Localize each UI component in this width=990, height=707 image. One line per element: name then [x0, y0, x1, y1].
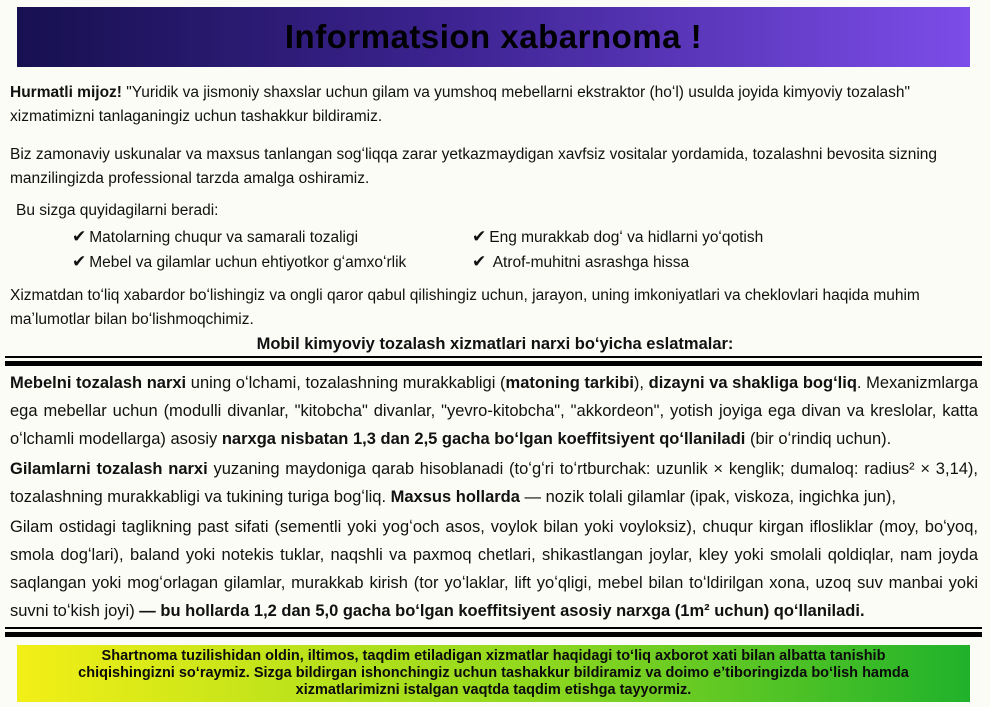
benefit-label: Matolarning chuqur va samarali tozaligi: [89, 229, 359, 246]
benefits-title: Bu sizga quyidagilarni beradi:: [16, 202, 219, 219]
check-icon: ✔: [472, 227, 487, 246]
divider-thick: [5, 632, 982, 637]
header-banner: [17, 7, 970, 67]
benefit-label: Atrof-muhitni asrashga hissa: [492, 254, 690, 271]
footer-banner: [17, 645, 970, 702]
pricing-section: [0, 369, 990, 625]
benefit-label: Mebel va gilamlar uchun ehtiyotkor gʻamxoʻrlik: [89, 254, 407, 271]
pricing-heading: Mobil kimyoviy tozalash xizmatlari narxi boʻyicha eslatmalar:: [256, 335, 734, 353]
intro-section: [0, 81, 990, 332]
benefit-item: [72, 250, 472, 274]
divider-thin: [5, 356, 982, 358]
disclosure-paragraph: Xizmatdan toʻliq xabardor boʻlishingiz va ongli qaror qabul qilishingiz uchun, jarayon, uning imkoniyatlari va cheklovlari haqida muhim maʼlumotlar bilan boʻlishmoqchimiz.: [10, 287, 920, 328]
furniture-pricing-paragraph: Mebelni tozalash narxi uning oʻlchami, tozalashning murakkabligi (matoning tarkibi), dizayni va shakliga bogʻliq. Mexanizmlarga ega mebellar uchun (modulli divanlar, "kitobcha" divanlar, "yevro-kitobcha", "akkordeon", yotish joyiga ega divan va kreslolar, katta oʻlchamli modellarga) asosiy narxga nisbatan 1,3 dan 2,5 gacha boʻlgan koeffitsiyent qoʻllaniladi (bir oʻrindiq uchun).: [10, 374, 979, 448]
special-cases-paragraph: Gilam ostidagi taglikning past sifati (sementli yoki yogʻoch asos, voylok bilan yoki voyloksiz), chuqur kirgan iflosliklar (moy, boʻyoq, smola dogʻlari), baland yoki notekis tuklar, naqshli va paxmoq chetlari, shikastlangan joylar, kley yoki smolali qoldiqlar, nam joyda saqlangan yoki mogʻorlagan gilamlar, murakkab kirish (tor yoʻlaklar, lift yoʻqligi, mebel bilan toʻldirilgan xona, uzoq suv manbai yoki suvni toʻkish joyi) — bu hollarda 1,2 dan 5,0 gacha boʻlgan koeffitsiyent asosiy narxga (1m² uchun) qoʻllaniladi.: [10, 518, 978, 620]
divider-thick: [5, 361, 982, 366]
benefit-item: [472, 225, 976, 249]
carpet-pricing-paragraph: Gilamlarni tozalash narxi yuzaning maydoniga qarab hisoblanadi (toʻgʻri toʻrtburchak: uzunlik × kenglik; dumaloq: radius² × 3,14), tozalashning murakkabligi va tukining turiga bogʻliq. Maxsus hollarda — nozik tolali gilamlar (ipak, viskoza, ingichka jun),: [10, 460, 978, 506]
check-icon: ✔: [472, 252, 487, 271]
check-icon: ✔: [72, 227, 87, 246]
greeting-paragraph: Hurmatli mijoz! "Yuridik va jismoniy shaxslar uchun gilam va yumshoq mebellarni ekstraktor (hoʻl) usulda joyida kimyoviy tozalash" xizmatimizni tanlaganingiz uchun tashakkur bildiramiz.: [10, 84, 911, 125]
benefits-list: [72, 225, 976, 274]
check-icon: ✔: [72, 252, 87, 271]
page-title: Informatsion xabarnoma !: [284, 18, 703, 55]
divider-thin: [5, 627, 982, 629]
benefit-item: [72, 225, 472, 249]
equipment-paragraph: Biz zamonaviy uskunalar va maxsus tanlangan sogʻliqqa zarar yetkazmaydigan xavfsiz vositalar yordamida, tozalashni bevosita sizning manzilingizda professional tarzda amalga oshiramiz.: [10, 146, 938, 187]
footer-text: Shartnoma tuzilishidan oldin, iltimos, taqdim etiladigan xizmatlar haqidagi toʻliq axborot xati bilan albatta tanishib chiqishingizni soʻraymiz. Sizga bildirgan ishonchingiz uchun tashakkur bildiramiz va doimo eʼtiboringizda boʻlish hamda xizmatlarimizni istalgan vaqtda taqdim etishga tayyormiz.: [78, 648, 909, 698]
document-page: [0, 7, 990, 702]
benefit-label: Eng murakkab dogʻ va hidlarni yoʻqotish: [489, 229, 764, 246]
benefit-item: [472, 250, 976, 274]
